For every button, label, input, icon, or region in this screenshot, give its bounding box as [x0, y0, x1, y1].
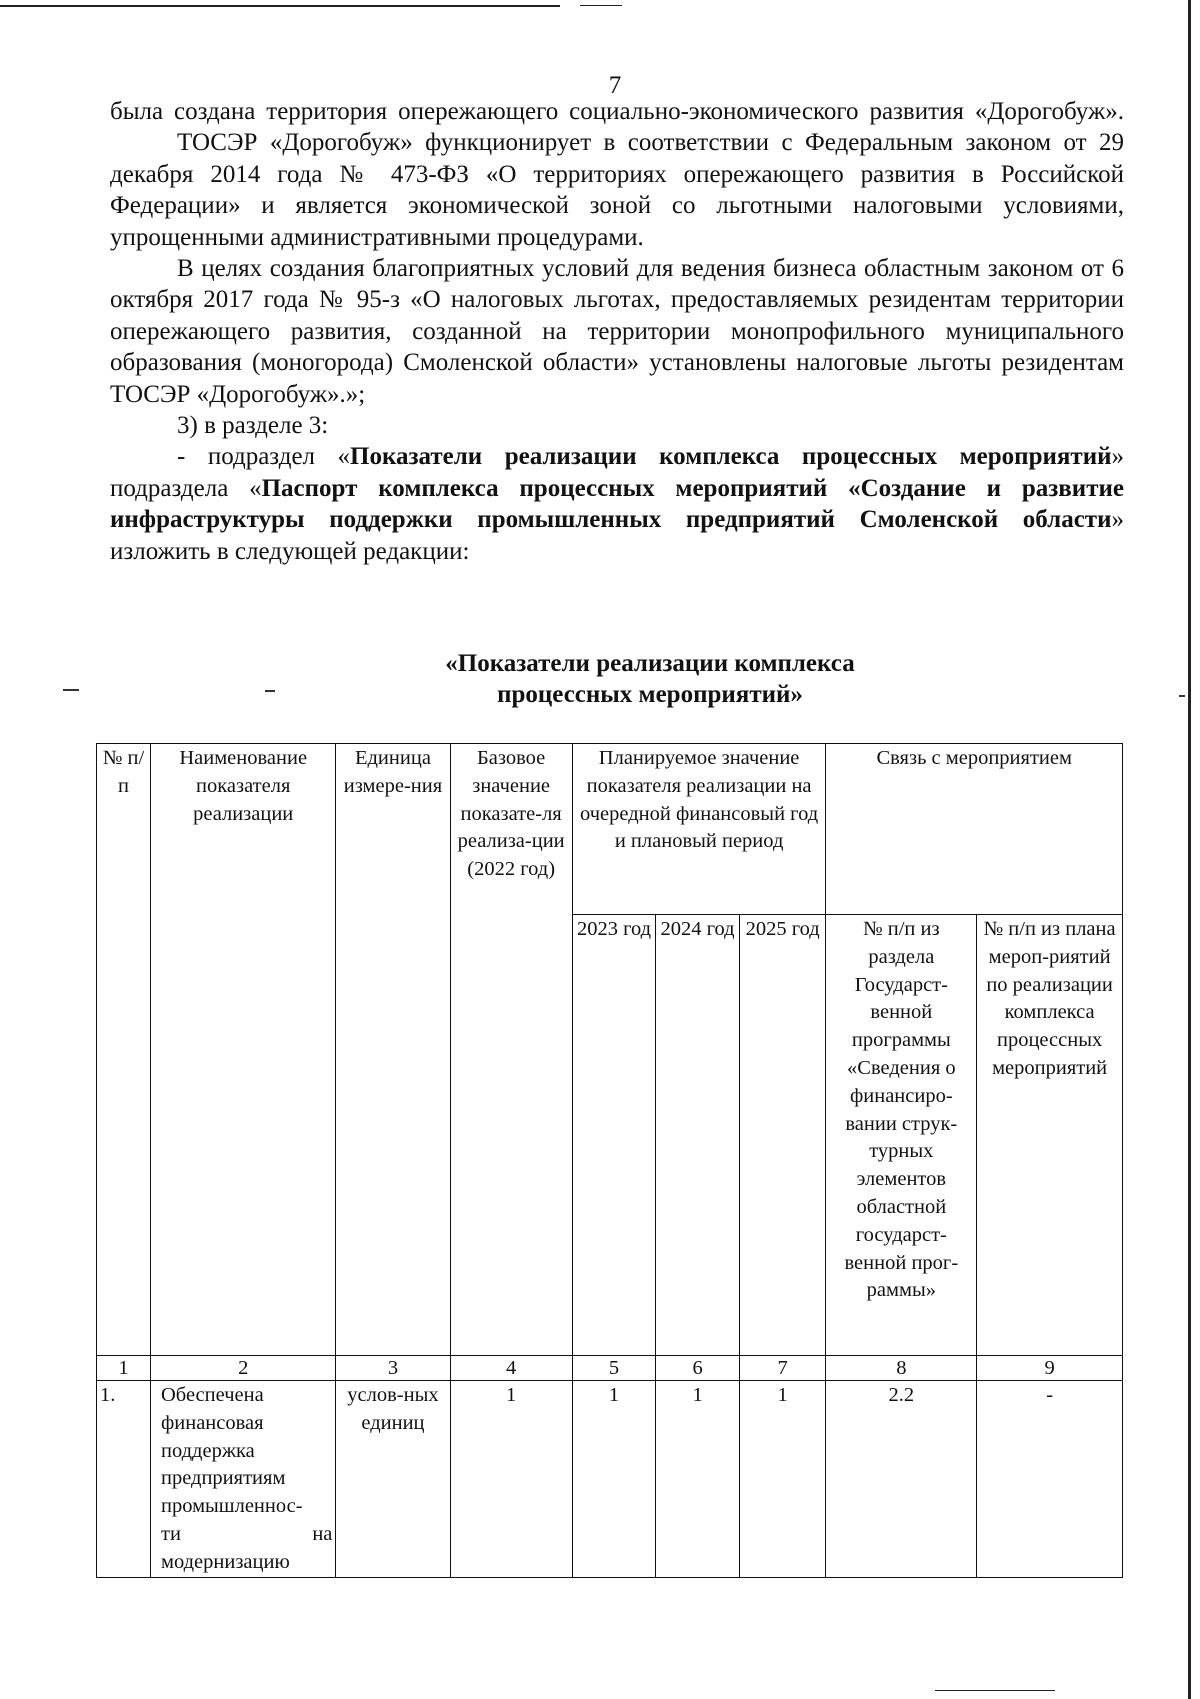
- column-number: 1: [97, 1356, 151, 1381]
- column-number: 3: [336, 1356, 450, 1381]
- row-value-2025: 1: [739, 1381, 826, 1578]
- column-number: 5: [572, 1356, 656, 1381]
- table-heading: [0, 648, 1200, 710]
- header-planned: Планируемое значение показателя реализации на очередной финансовый год и плановый период: [572, 744, 826, 915]
- header-base-label: Базовое значение показате-ля реализа-ции: [457, 747, 565, 853]
- instruction-passport-title: Паспорт комплекса процессных мероприятий «Создание и развитие инфраструктуры поддержки промышленных предприятий Смоленской области: [110, 474, 1124, 534]
- row-name-line: предприятиям: [160, 1467, 286, 1490]
- row-name-line: Обеспечена: [160, 1384, 264, 1406]
- instruction-subsection-title: Показатели реализации комплекса процессных мероприятий: [350, 443, 1112, 471]
- row-value-2024: 1: [656, 1381, 740, 1578]
- row-program-ref: 2.2: [826, 1381, 977, 1578]
- header-year-2024: 2024 год: [656, 915, 740, 1356]
- row-name-line: промышленнос-: [160, 1495, 303, 1518]
- row-value-2023: 1: [572, 1381, 656, 1578]
- paragraph-section-3: 3) в разделе 3:: [177, 412, 329, 440]
- row-unit: услов-ных единиц: [336, 1381, 450, 1578]
- paragraph-continued: была создана территория опережающего социально-экономического развития «Дорогобуж».: [110, 98, 1124, 125]
- paragraph-tax-benefits: В целях создания благоприятных условий для ведения бизнеса областным законом от 6 октября 2017 года № 95-з «О налоговых льготах, предоставляемых резидентам территории опережающего развития, созданной на территории монопрофильного муниципального образования (моногорода) Смоленской области» установлены налоговые льготы резидентам ТОСЭР «Дорогобуж».»;: [110, 255, 1124, 408]
- header-year-2023: 2023 год: [572, 915, 656, 1356]
- header-name: Наименование показателя реализации: [150, 744, 335, 1356]
- table-row: [97, 1381, 1123, 1578]
- column-number: 7: [739, 1356, 826, 1381]
- row-num: 1.: [97, 1381, 151, 1578]
- body-text: [110, 96, 1124, 567]
- row-name-line: ти на: [160, 1522, 333, 1545]
- table-heading-line-2: процессных мероприятий»: [497, 681, 803, 708]
- row-name-line: модернизацию: [160, 1550, 290, 1573]
- header-year-2025: 2025 год: [739, 915, 826, 1356]
- instruction-suffix: » изложить в следующей редакции:: [110, 506, 1124, 565]
- row-name-line: поддержка: [160, 1439, 255, 1462]
- row-plan-ref: -: [977, 1381, 1123, 1578]
- column-number: 4: [450, 1356, 572, 1381]
- table-heading-line-1: «Показатели реализации комплекса: [445, 650, 855, 677]
- scan-artifact-bottom-dash: [935, 1690, 1055, 1691]
- header-unit: Единица измере-ния: [336, 744, 450, 1356]
- instruction-middle: » подраздела «: [110, 443, 1125, 502]
- scan-artifact-top-dash: [580, 5, 622, 6]
- row-name-line: финансовая: [160, 1411, 264, 1434]
- header-base-year: (2022 год): [467, 858, 556, 881]
- paragraph-tosear-law: ТОСЭР «Дорогобуж» функционирует в соответствии с Федеральным законом от 29 декабря 2014 года № 473-ФЗ «О территориях опережающего развития в Российской Федерации» и является экономической зоной со льготными налоговыми условиями, упрощенными административными процедурами.: [110, 129, 1124, 251]
- header-link-program: № п/п из раздела Государст-венной программы «Сведения о финансиро-вании струк-турных элементов областной государст-венной прог-раммы»: [826, 915, 977, 1356]
- scan-artifact-top-line: [0, 5, 560, 7]
- column-number: 6: [656, 1356, 740, 1381]
- header-num: № п/п: [97, 744, 151, 1356]
- page-number: 7: [608, 72, 622, 99]
- header-link: Связь с мероприятием: [826, 744, 1123, 915]
- indicators-table: [96, 743, 1123, 1578]
- instruction-prefix: - подраздел «: [177, 443, 351, 471]
- header-base: [450, 744, 572, 1356]
- row-indicator-name: [150, 1381, 335, 1578]
- paragraph-instruction: [110, 441, 1124, 567]
- row-base-value: 1: [450, 1381, 572, 1578]
- column-number: 8: [826, 1356, 977, 1381]
- header-link-plan: № п/п из плана мероп-риятий по реализации комплекса процессных мероприятий: [977, 915, 1123, 1356]
- column-number: 2: [150, 1356, 335, 1381]
- column-number: 9: [977, 1356, 1123, 1381]
- scan-artifact-right-edge: [1188, 0, 1191, 1699]
